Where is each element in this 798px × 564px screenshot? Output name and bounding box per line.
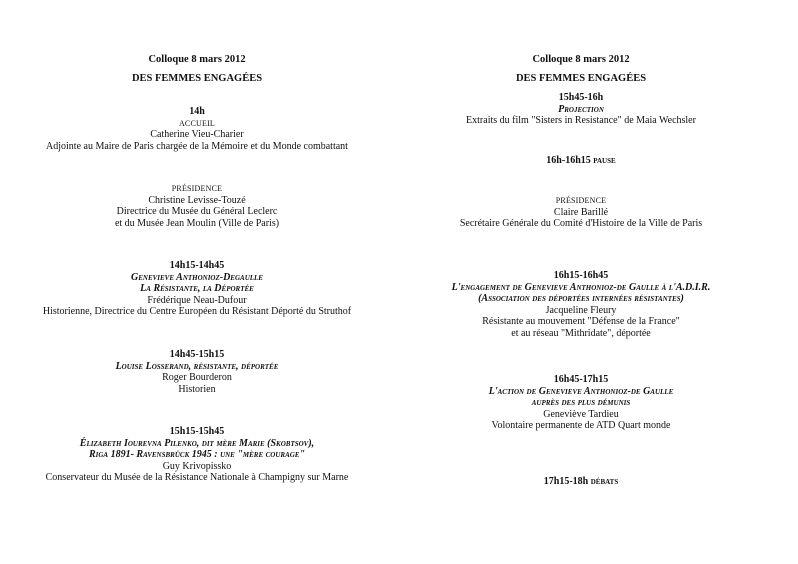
session-label: PRÉSIDENCE (555, 196, 607, 205)
right-header-date: Colloque 8 mars 2012 (532, 54, 630, 65)
right-session-projection (394, 92, 768, 127)
session-time: 16h45-17h15 (553, 374, 609, 385)
right-presidency (394, 195, 768, 230)
speaker-role: Directrice du Musée du Général Leclerc (116, 206, 278, 217)
left-header-title: DES FEMMES ENGAGÉES (131, 73, 263, 84)
speaker-name: Jacqueline Fleury (545, 304, 617, 316)
session-description: Extraits du film "Sisters in Resistance" de Maia Wechsler (466, 115, 696, 126)
speaker-name: Frédérique Neau-Dufour (147, 294, 247, 306)
right-session-pause (394, 155, 768, 167)
session-time: 15h15-15h45 (169, 426, 225, 437)
speaker-name: Geneviève Tardieu (543, 408, 619, 420)
talk-title: L'engagement de Genevieve Anthonioz-de Gaulle à l'A.D.I.R. (451, 281, 711, 293)
left-session-4 (14, 426, 380, 484)
session-label: débats (590, 476, 619, 487)
talk-title: Genevieve Anthonioz-Degaulle (131, 271, 263, 283)
right-session-action (394, 374, 768, 432)
speaker-name: Catherine Vieu-Charier (150, 129, 244, 140)
session-time: 17h15-18h (543, 476, 589, 487)
session-time: 14h15-14h45 (169, 260, 225, 271)
talk-title: Louise Losserand, résistante, déportée (115, 360, 279, 372)
speaker-role: et au réseau "Mithridate", déportée (511, 327, 651, 339)
session-label: pause (593, 155, 616, 166)
speaker-name: Guy Krivopissko (162, 460, 232, 472)
left-session-2 (14, 260, 380, 318)
talk-title: Projection (558, 103, 604, 115)
speaker-role: Historien (178, 383, 216, 395)
session-time: 15h45-16h (558, 92, 604, 103)
speaker-name: Claire Barillé (553, 206, 609, 218)
left-presidency (14, 183, 380, 229)
right-header-title: DES FEMMES ENGAGÉES (515, 73, 647, 84)
speaker-role: Volontaire permanente de ATD Quart monde (491, 420, 671, 431)
talk-title: L'action de Genevieve Anthonioz-de Gaulle (488, 385, 674, 397)
talk-title: La Résistante, la Déportée (140, 283, 254, 294)
speaker-role: Adjointe au Maire de Paris chargée de la Mémoire et du Monde combattant (46, 140, 348, 152)
session-time: 16h-16h15 (546, 155, 591, 166)
speaker-name: Christine Levisse-Touzé (148, 194, 246, 206)
session-time: 14h45-15h15 (169, 349, 225, 360)
right-session-debates (394, 476, 768, 488)
left-session-3 (14, 349, 380, 395)
speaker-role: Conservateur du Musée de la Résistance Nationale à Champigny sur Marne (45, 472, 349, 483)
session-time: 14h (189, 106, 205, 117)
speaker-role: et du Musée Jean Moulin (Ville de Paris) (114, 217, 280, 229)
left-header-date: Colloque 8 mars 2012 (148, 54, 246, 65)
session-label: PRÉSIDENCE (171, 184, 223, 193)
speaker-role: Secrétaire Générale du Comité d'Histoire de la Ville de Paris (459, 218, 703, 229)
talk-title: (Association des déportées internées résistantes) (478, 293, 684, 304)
speaker-name: Roger Bourderon (162, 372, 232, 383)
left-session-welcome (14, 106, 380, 152)
talk-title: Élizabeth Iourevna Pilenko, dit mère Marie (Skobtsov), (79, 437, 315, 449)
speaker-role: Historienne, Directrice du Centre Européen du Résistant Déporté du Struthof (42, 306, 352, 317)
right-session-adir (394, 270, 768, 339)
session-time: 16h15-16h45 (553, 270, 609, 281)
speaker-role: Résistante au mouvement "Défense de la France" (482, 316, 680, 327)
talk-title: auprès des plus démunis (531, 397, 631, 408)
session-label: ACCUEIL (178, 118, 216, 128)
talk-title: Riga 1891- Ravensbrück 1945 : une "mère courage" (88, 449, 306, 460)
